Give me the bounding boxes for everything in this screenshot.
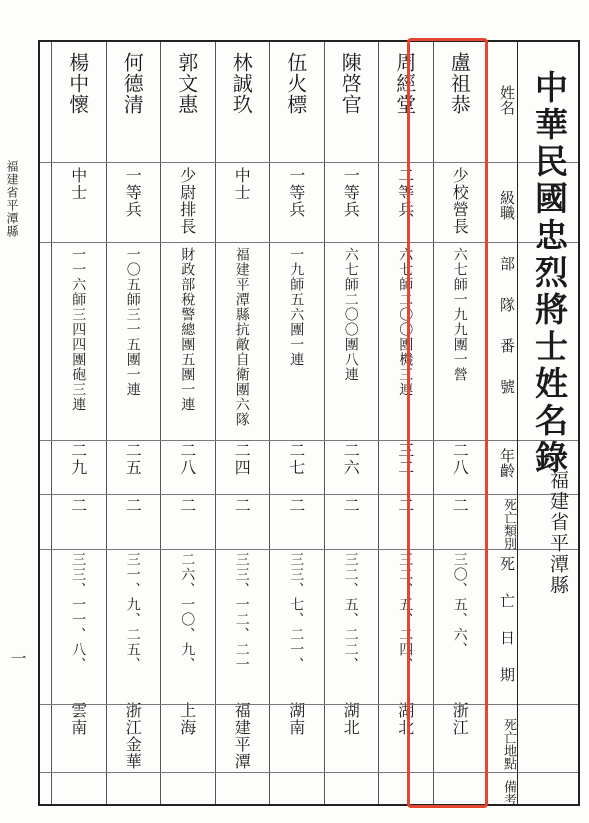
record-column <box>106 42 162 804</box>
cell-text: 中士 <box>68 167 88 201</box>
cell-text: 一等兵 <box>286 167 306 218</box>
cell-text: 二等兵 <box>395 167 415 218</box>
cell-text: 二 <box>286 497 306 514</box>
cell-text: 二 <box>232 497 252 514</box>
cell-rank <box>215 167 270 237</box>
cell-text: 二 <box>341 497 361 514</box>
cell-text: 雲南 <box>68 702 88 736</box>
cell-age <box>106 442 161 497</box>
cell-name <box>0 52 51 157</box>
cell-text: 三〇、五、六、 <box>451 552 468 657</box>
cell-text: 浙江 <box>450 702 470 736</box>
cell-text: 上海 <box>177 702 197 736</box>
cell-death-type <box>324 497 379 547</box>
cell-text: 一〇五師三一五團一連 <box>124 247 141 397</box>
cell-unit <box>324 247 379 437</box>
cell-text: 一等兵 <box>123 167 143 218</box>
header-place: 死亡地點 <box>501 718 516 770</box>
header-remarks: 備考 <box>501 779 516 806</box>
cell-death-type <box>51 497 106 547</box>
cell-place <box>51 702 106 772</box>
cell-text: 六七師二〇〇團八連 <box>342 247 359 382</box>
page-number: 一 <box>8 650 27 666</box>
cell-death-type <box>0 497 51 547</box>
cell-death-type <box>106 497 161 547</box>
cell-death-date <box>215 552 270 702</box>
cell-text: 二 <box>395 497 415 514</box>
cell-text: 二八 <box>450 442 470 476</box>
cell-text: 郭文惠 <box>174 52 199 115</box>
highlight-box <box>407 38 488 808</box>
cell-place <box>215 702 270 772</box>
cell-text: 一等兵 <box>341 167 361 218</box>
record-column <box>51 42 107 804</box>
cell-text: 中士 <box>232 167 252 201</box>
page-title: 中華民國忠烈將士姓名錄 <box>530 70 569 477</box>
cell-place <box>324 702 379 772</box>
cell-age <box>51 442 106 497</box>
record-column <box>269 42 325 804</box>
cell-death-type <box>160 497 215 547</box>
cell-unit <box>269 247 324 437</box>
cell-text: 一一六師三四四團砲三連 <box>70 247 87 412</box>
cell-text: 伍火標 <box>283 52 308 115</box>
cell-text: 浙江金華 <box>123 702 143 770</box>
cell-text: 一九師五六團一連 <box>288 247 305 367</box>
cell-text: 三二、五、二二、 <box>342 552 359 672</box>
cell-text: 湖北 <box>395 702 415 736</box>
cell-text: 楊中懷 <box>65 52 90 115</box>
cell-text: 財政部稅警總團五團一連 <box>179 247 196 412</box>
cell-remarks <box>269 772 324 802</box>
cell-name <box>106 52 161 157</box>
cell-text: 六七師二〇〇團機三連 <box>397 247 414 397</box>
record-column <box>160 42 216 804</box>
cell-name <box>269 52 324 157</box>
cell-rank <box>269 167 324 237</box>
cell-name <box>324 52 379 157</box>
cell-place <box>160 702 215 772</box>
cell-death-date <box>160 552 215 702</box>
cell-remarks <box>160 772 215 802</box>
cell-unit <box>160 247 215 437</box>
cell-text: 三一、九、二五、 <box>124 552 141 672</box>
header-death-date: 死亡日期 <box>498 556 516 704</box>
cell-name <box>215 52 270 157</box>
page-subtitle: 福建省平潭縣 <box>547 470 569 596</box>
cell-rank <box>160 167 215 237</box>
header-column <box>485 40 518 806</box>
cell-text: 三二 <box>395 442 415 476</box>
cell-text: 湖北 <box>341 702 361 736</box>
cell-death-date <box>51 552 106 702</box>
cell-text: 少校營長 <box>450 167 470 235</box>
cell-text: 二 <box>123 497 143 514</box>
cell-remarks <box>0 772 51 802</box>
cell-text: 三三、七、二一、 <box>288 552 305 672</box>
cell-place <box>0 702 51 772</box>
header-unit: 部隊番號 <box>498 255 516 420</box>
cell-text: 三三、一一、八、 <box>70 552 87 672</box>
side-note: 福建省平潭縣 <box>5 160 19 238</box>
cell-unit <box>106 247 161 437</box>
cell-unit <box>51 247 106 437</box>
cell-text: 二五 <box>123 442 143 476</box>
cell-death-date <box>0 552 51 702</box>
cell-text: 陳啓官 <box>338 52 363 115</box>
cell-remarks <box>324 772 379 802</box>
cell-age <box>269 442 324 497</box>
cell-rank <box>324 167 379 237</box>
cell-age <box>324 442 379 497</box>
cell-age <box>0 442 51 497</box>
cell-text: 六七師一九九團一營 <box>451 247 468 382</box>
cell-text: 林誠玖 <box>229 52 254 115</box>
cell-remarks <box>106 772 161 802</box>
cell-text: 二七 <box>286 442 306 476</box>
record-column <box>0 42 52 804</box>
cell-place <box>269 702 324 772</box>
cell-age <box>215 442 270 497</box>
cell-rank <box>0 167 51 237</box>
cell-unit <box>0 247 51 437</box>
cell-death-date <box>106 552 161 702</box>
cell-death-type <box>269 497 324 547</box>
cell-place <box>106 702 161 772</box>
cell-death-type <box>215 497 270 547</box>
cell-text: 二 <box>68 497 88 514</box>
cell-text: 何德清 <box>120 52 145 115</box>
cell-text: 福建平潭 <box>232 702 252 770</box>
cell-text: 二九 <box>68 442 88 476</box>
cell-text: 福建平潭縣抗敵自衛團六隊 <box>233 247 250 427</box>
cell-death-date <box>269 552 324 702</box>
cell-unit <box>215 247 270 437</box>
header-name: 姓名 <box>498 84 516 115</box>
cell-text: 二 <box>177 497 197 514</box>
cell-death-date <box>324 552 379 702</box>
cell-age <box>160 442 215 497</box>
cell-text: 少尉排長 <box>177 167 197 235</box>
cell-remarks <box>51 772 106 802</box>
cell-name <box>160 52 215 157</box>
record-column <box>215 42 271 804</box>
header-rank: 級職 <box>498 190 516 220</box>
cell-text: 三三、一二、二一 <box>233 552 250 672</box>
cell-text: 湖南 <box>286 702 306 736</box>
cell-text: 二六、一〇、九、 <box>179 552 196 672</box>
header-age: 年齡 <box>498 447 516 478</box>
cell-remarks <box>215 772 270 802</box>
header-death-type: 死亡類別 <box>501 498 516 550</box>
cell-text: 二六 <box>341 442 361 476</box>
cell-rank <box>51 167 106 237</box>
cell-text: 三二、五、二四、 <box>397 552 414 672</box>
cell-text: 二 <box>450 497 470 514</box>
cell-text: 二四 <box>232 442 252 476</box>
record-column <box>324 42 380 804</box>
cell-rank <box>106 167 161 237</box>
cell-text: 二八 <box>177 442 197 476</box>
cell-name <box>51 52 106 157</box>
cell-text: 盧祖恭 <box>447 52 472 115</box>
cell-text: 周經堂 <box>392 52 417 115</box>
